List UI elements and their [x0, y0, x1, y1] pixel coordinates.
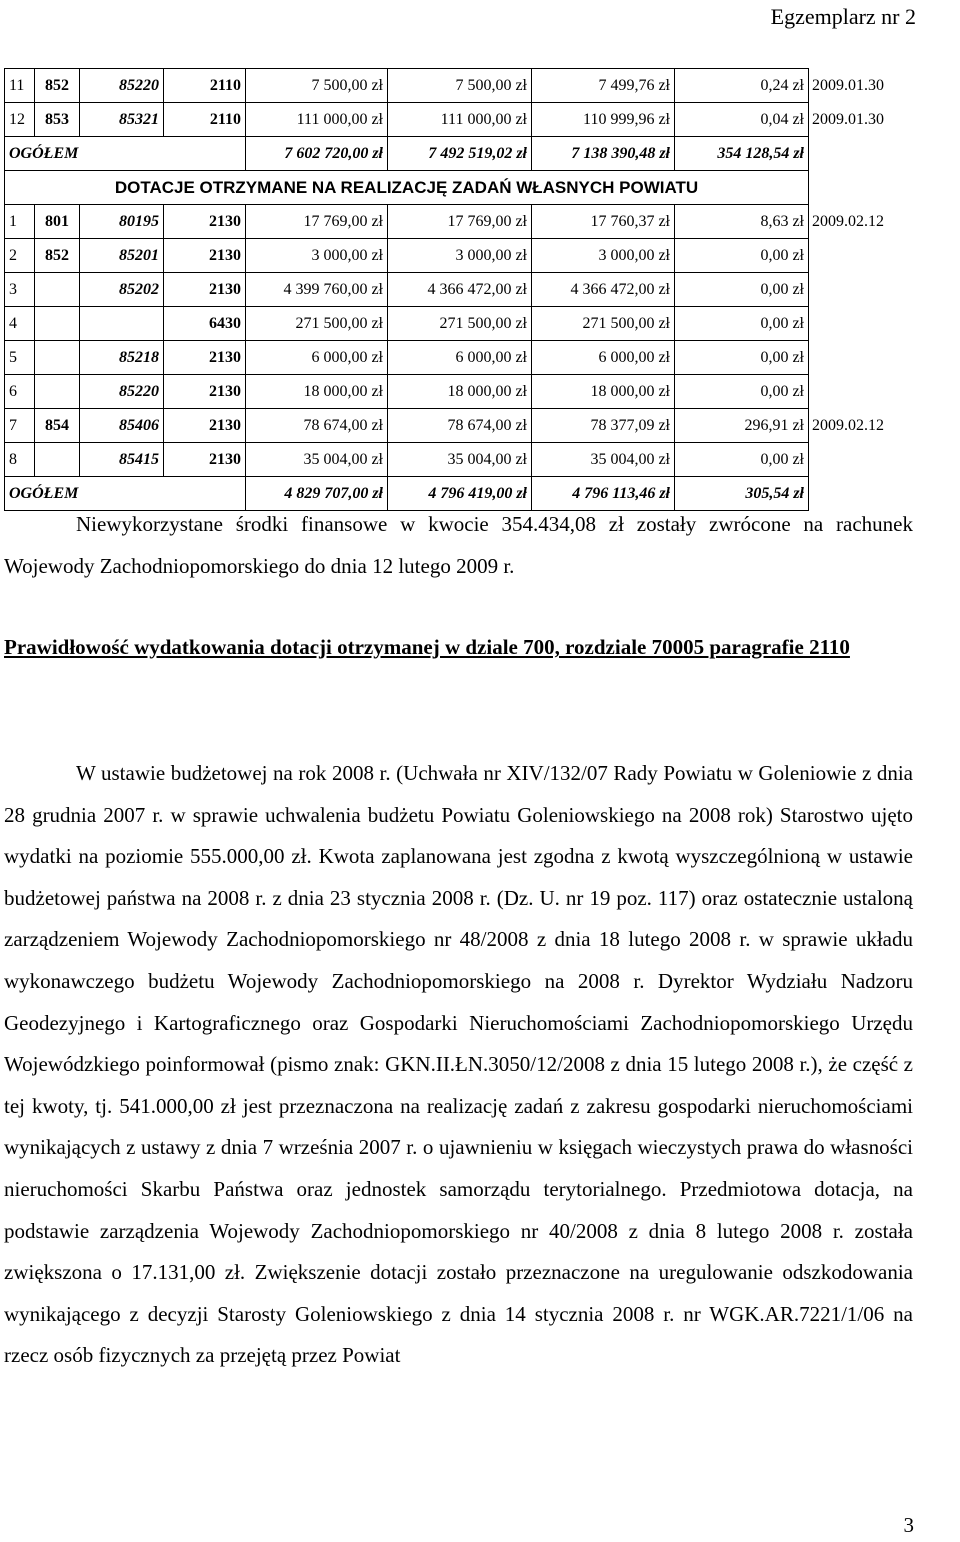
- refund-date-cell: 2009.01.30: [812, 76, 884, 94]
- spent-amount-cell: 3 000,00 zł: [532, 239, 675, 273]
- table-row: [5, 69, 955, 103]
- row-number-cell: 7: [5, 409, 35, 443]
- spent-amount-cell: 35 004,00 zł: [532, 443, 675, 477]
- spent-amount-cell: 18 000,00 zł: [532, 375, 675, 409]
- paragraf-cell: 2110: [164, 69, 246, 103]
- refund-amount-cell: 0,24 zł: [675, 69, 809, 103]
- paragraf-cell: 2130: [164, 239, 246, 273]
- rozdzial-cell: 85406: [80, 409, 164, 443]
- dzial-cell: [35, 273, 80, 307]
- received-amount-cell: 17 769,00 zł: [388, 205, 532, 239]
- spent-amount-cell: 110 999,96 zł: [532, 103, 675, 137]
- paragraf-cell: 2130: [164, 205, 246, 239]
- refund-date-cell: [809, 307, 955, 341]
- paragraf-cell: 2130: [164, 375, 246, 409]
- spent-amount-cell: 17 760,37 zł: [532, 205, 675, 239]
- rozdzial-cell: 85220: [80, 375, 164, 409]
- spent-amount-cell: 78 377,09 zł: [532, 409, 675, 443]
- received-amount-cell: 6 000,00 zł: [388, 341, 532, 375]
- refund-amount-cell: 0,00 zł: [675, 375, 809, 409]
- row-number-cell: 3: [5, 273, 35, 307]
- page-number: 3: [903, 1513, 914, 1537]
- total-spent-cell: 4 796 113,46 zł: [532, 477, 675, 511]
- total-plan-cell: 7 602 720,00 zł: [246, 137, 388, 171]
- spent-amount-cell: 4 366 472,00 zł: [532, 273, 675, 307]
- refund-date-cell: [809, 443, 955, 477]
- rozdzial-cell: 85321: [80, 103, 164, 137]
- plan-amount-cell: 4 399 760,00 zł: [246, 273, 388, 307]
- spent-amount-cell: 6 000,00 zł: [532, 341, 675, 375]
- received-amount-cell: 18 000,00 zł: [388, 375, 532, 409]
- refund-date-cell: [809, 341, 955, 375]
- refund-amount-cell: 0,00 zł: [675, 307, 809, 341]
- refund-amount-cell: 0,00 zł: [675, 273, 809, 307]
- refund-date-cell: [809, 239, 955, 273]
- row-number-cell: 8: [5, 443, 35, 477]
- total-label-cell: OGÓŁEM: [5, 477, 246, 511]
- refund-amount-cell: 0,00 zł: [675, 239, 809, 273]
- received-amount-cell: 78 674,00 zł: [388, 409, 532, 443]
- plan-amount-cell: 6 000,00 zł: [246, 341, 388, 375]
- spent-amount-cell: 7 499,76 zł: [532, 69, 675, 103]
- section-heading: Prawidłowość wydatkowania dotacji otrzymanej w dziale 700, rozdziale 70005 paragrafie 2110: [4, 635, 850, 659]
- row-number-cell: 4: [5, 307, 35, 341]
- received-amount-cell: 271 500,00 zł: [388, 307, 532, 341]
- financial-table: [4, 68, 955, 511]
- paragraf-cell: 2130: [164, 409, 246, 443]
- rozdzial-cell: 80195: [80, 205, 164, 239]
- refund-date-cell: [809, 273, 955, 307]
- refund-date-cell: [809, 375, 955, 409]
- rozdzial-cell: 85218: [80, 341, 164, 375]
- paragraf-cell: 6430: [164, 307, 246, 341]
- paragraph-budget: W ustawie budżetowej na rok 2008 r. (Uchwała nr XIV/132/07 Rady Powiatu w Goleniowie z dnia 28 grudnia 2007 r. w sprawie uchwalenia budżetu Powiatu Goleniowskiego na 2008 rok) Starostwo ujęto wydatki na poziomie 555.000,00 zł. Kwota zaplanowana jest zgodna z kwotą wyszczególnioną w ustawie budżetowej państwa na 2008 r. z dnia 23 stycznia 2008 r. (Dz. U. nr 19 poz. 117) oraz ostatecznie ustaloną zarządzeniem Wojewody Zachodniopomorskiego nr 48/2008 z dnia 18 lutego 2008 r. w sprawie układu wykonawczego budżetu Wojewody Zachodniopomorskiego na 2008 r. Dyrektor Wydziału Nadzoru Geodezyjnego i Kartograficznego oraz Gospodarki Nieruchomościami Zachodniopomorskiego Urzędu Wojewódzkiego poinformował (pismo znak: GKN.II.ŁN.3050/12/2008 z dnia 15 lutego 2008 r.), że część z tej kwoty, tj. 541.000,00 zł jest przeznaczona na realizację zadań z zakresu gospodarki nieruchomościami wynikających z ustawy z dnia 7 września 2007 r. o ujawnieniu w księgach wieczystych prawa do własności nieruchomości Skarbu Państwa oraz jednostek samorządu terytorialnego. Przedmiotowa dotacja, na podstawie zarządzenia Wojewody Zachodniopomorskiego nr 40/2008 z dnia 8 lutego 2008 r. została zwiększona o 17.131,00 zł. Zwiększenie dotacji zostało przeznaczone na uregulowanie odszkodowania wynikającego z decyzji Starosty Goleniowskiego z dnia 14 stycznia 2008 r. nr WGK.AR.7221/1/06 na rzecz osób fizycznych za przejętą przez Powiat: [4, 761, 913, 1368]
- dzial-cell: 852: [35, 239, 80, 273]
- table-row: [5, 273, 955, 307]
- dzial-cell: 852: [35, 69, 80, 103]
- total-received-cell: 7 492 519,02 zł: [388, 137, 532, 171]
- received-amount-cell: 4 366 472,00 zł: [388, 273, 532, 307]
- received-amount-cell: 35 004,00 zł: [388, 443, 532, 477]
- table-row: [5, 375, 955, 409]
- table-row: [5, 239, 955, 273]
- received-amount-cell: 111 000,00 zł: [388, 103, 532, 137]
- dzial-cell: 854: [35, 409, 80, 443]
- plan-amount-cell: 17 769,00 zł: [246, 205, 388, 239]
- row-number-cell: 12: [5, 103, 35, 137]
- table-row: [5, 409, 955, 443]
- empty-date-cell: [809, 171, 955, 205]
- table-row: [5, 341, 955, 375]
- rozdzial-cell: 85202: [80, 273, 164, 307]
- dzial-cell: [35, 307, 80, 341]
- rozdzial-cell: 85201: [80, 239, 164, 273]
- paragraph-unused-funds: Niewykorzystane środki finansowe w kwocie 354.434,08 zł zostały zwrócone na rachunek Wojewody Zachodniopomorskiego do dnia 12 lutego 2009 r.: [4, 512, 913, 578]
- refund-date-cell: 2009.02.12: [812, 212, 884, 230]
- paragraf-cell: 2130: [164, 443, 246, 477]
- row-number-cell: 11: [5, 69, 35, 103]
- plan-amount-cell: 78 674,00 zł: [246, 409, 388, 443]
- plan-amount-cell: 271 500,00 zł: [246, 307, 388, 341]
- dzial-cell: 801: [35, 205, 80, 239]
- section-title-cell: DOTACJE OTRZYMANE NA REALIZACJĘ ZADAŃ WŁASNYCH POWIATU: [5, 171, 809, 205]
- dzial-cell: [35, 443, 80, 477]
- row-number-cell: 5: [5, 341, 35, 375]
- plan-amount-cell: 7 500,00 zł: [246, 69, 388, 103]
- refund-date-cell: 2009.01.30: [812, 110, 884, 128]
- paragraf-cell: 2110: [164, 103, 246, 137]
- plan-amount-cell: 35 004,00 zł: [246, 443, 388, 477]
- refund-amount-cell: 296,91 zł: [675, 409, 809, 443]
- plan-amount-cell: 111 000,00 zł: [246, 103, 388, 137]
- spent-amount-cell: 271 500,00 zł: [532, 307, 675, 341]
- copy-number-label: Egzemplarz nr 2: [770, 4, 916, 29]
- total-plan-cell: 4 829 707,00 zł: [246, 477, 388, 511]
- dzial-cell: 853: [35, 103, 80, 137]
- plan-amount-cell: 3 000,00 zł: [246, 239, 388, 273]
- paragraf-cell: 2130: [164, 273, 246, 307]
- dzial-cell: [35, 341, 80, 375]
- row-number-cell: 6: [5, 375, 35, 409]
- total-spent-cell: 7 138 390,48 zł: [532, 137, 675, 171]
- total-refund-cell: 354 128,54 zł: [675, 137, 809, 171]
- total-refund-cell: 305,54 zł: [675, 477, 809, 511]
- refund-amount-cell: 0,00 zł: [675, 341, 809, 375]
- total-label-cell: OGÓŁEM: [5, 137, 246, 171]
- refund-amount-cell: 8,63 zł: [675, 205, 809, 239]
- rozdzial-cell: [80, 307, 164, 341]
- refund-amount-cell: 0,04 zł: [675, 103, 809, 137]
- refund-amount-cell: 0,00 zł: [675, 443, 809, 477]
- table-row: [5, 307, 955, 341]
- paragraf-cell: 2130: [164, 341, 246, 375]
- dzial-cell: [35, 375, 80, 409]
- table-row: [5, 205, 955, 239]
- received-amount-cell: 7 500,00 zł: [388, 69, 532, 103]
- plan-amount-cell: 18 000,00 zł: [246, 375, 388, 409]
- section-title-row: [5, 171, 955, 205]
- rozdzial-cell: 85415: [80, 443, 164, 477]
- empty-date-cell: [809, 137, 955, 171]
- rozdzial-cell: 85220: [80, 69, 164, 103]
- total-row: [5, 137, 955, 171]
- table-row: [5, 443, 955, 477]
- table-row: [5, 103, 955, 137]
- row-number-cell: 1: [5, 205, 35, 239]
- received-amount-cell: 3 000,00 zł: [388, 239, 532, 273]
- total-received-cell: 4 796 419,00 zł: [388, 477, 532, 511]
- refund-date-cell: 2009.02.12: [812, 416, 884, 434]
- row-number-cell: 2: [5, 239, 35, 273]
